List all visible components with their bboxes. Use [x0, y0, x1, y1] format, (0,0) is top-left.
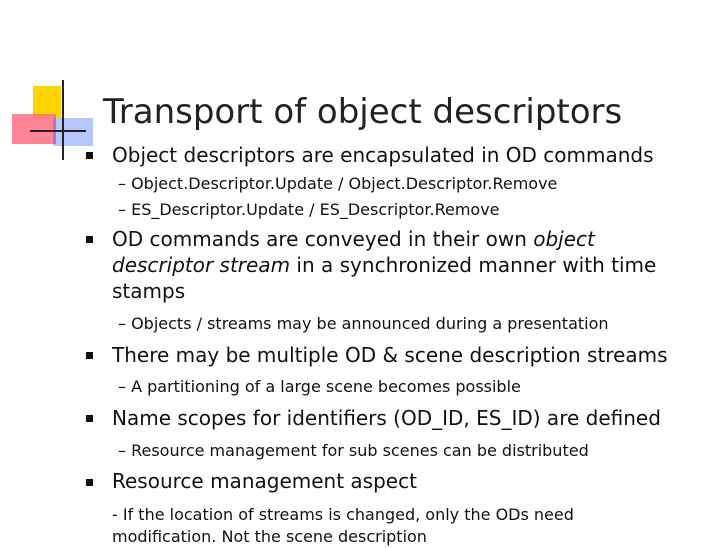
bullet-5-sub-2: modification. Not the scene description: [112, 527, 427, 546]
bullet-4-text: Name scopes for identifiers (OD_ID, ES_ID) are defined: [112, 406, 661, 430]
bullet-2-text-part3: stamps: [112, 279, 186, 303]
bullet-3-sub-1: – A partitioning of a large scene becomes possible: [118, 377, 521, 396]
bullet-marker: [86, 415, 93, 422]
bullet-1-sub-2: – ES_Descriptor.Update / ES_Descriptor.Remove: [118, 200, 500, 219]
bullet-marker: [86, 236, 93, 243]
bullet-marker: [86, 152, 93, 159]
bullet-5-text: Resource management aspect: [112, 469, 417, 493]
bullet-3-text: There may be multiple OD & scene description streams: [112, 343, 668, 367]
bullet-4-sub-1: – Resource management for sub scenes can be distributed: [118, 441, 589, 460]
bullet-2-text: [112, 226, 712, 304]
bullet-1-text: Object descriptors are encapsulated in OD commands: [112, 143, 654, 167]
bullet-marker: [86, 352, 93, 359]
decor-red-rectangle: [12, 114, 56, 144]
bullet-2-text-part2: in a synchronized manner with time: [290, 253, 657, 277]
slide-title: Transport of object descriptors: [103, 92, 623, 132]
bullet-1-sub-1: – Object.Descriptor.Update / Object.Descriptor.Remove: [118, 174, 558, 193]
bullet-2-text-italic2: descriptor stream: [112, 253, 291, 277]
bullet-marker: [86, 479, 93, 486]
bullet-2-text-italic1: object: [533, 227, 595, 251]
bullet-5-sub-1: - If the location of streams is changed, only the ODs need: [112, 505, 574, 524]
decor-vertical-line: [62, 80, 64, 160]
decor-blue-rectangle: [53, 118, 93, 146]
bullet-2-text-part1: OD commands are conveyed in their own: [112, 227, 534, 251]
bullet-2-sub-1: – Objects / streams may be announced during a presentation: [118, 314, 609, 333]
decor-horizontal-line: [30, 130, 86, 132]
